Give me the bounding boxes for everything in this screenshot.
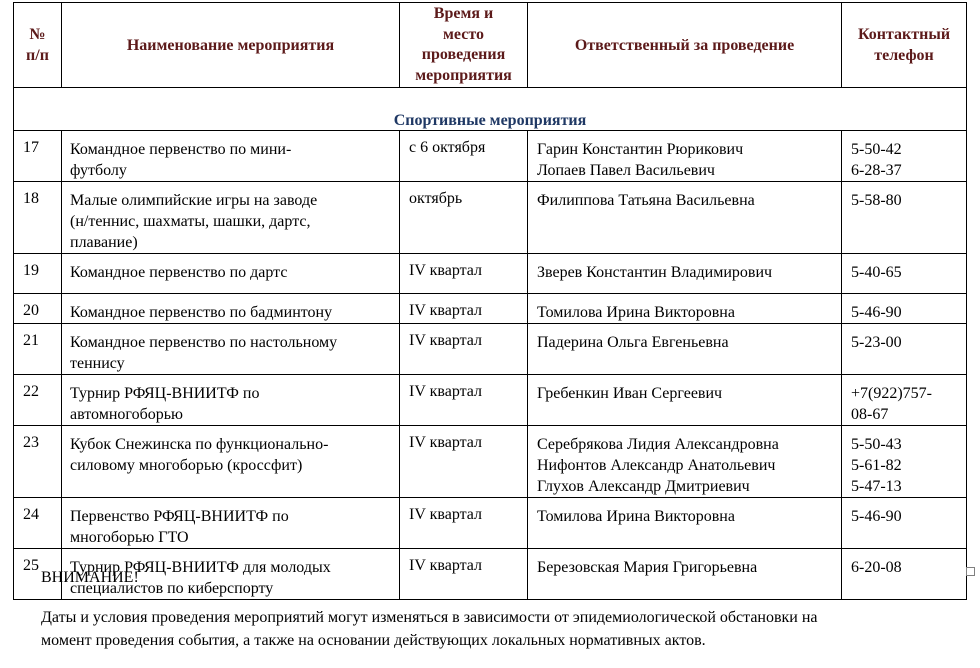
phone-number: 5-40-65 xyxy=(851,264,902,281)
event-name-line: теннису xyxy=(70,355,125,372)
table-resize-handle[interactable] xyxy=(966,567,975,576)
event-when: IV квартал xyxy=(400,294,528,324)
phone-number: 5-58-80 xyxy=(851,192,902,209)
event-responsible xyxy=(528,254,842,294)
row-number: 25 xyxy=(14,549,62,600)
phone-number: 6-20-08 xyxy=(851,559,902,576)
row-number: 18 xyxy=(14,182,62,254)
table-header-row xyxy=(14,3,967,88)
event-phone xyxy=(842,182,967,254)
header-phone xyxy=(842,3,967,88)
table-row xyxy=(14,549,967,600)
responsible-person: Серебрякова Лидия Александровна xyxy=(537,436,779,453)
event-phone xyxy=(842,294,967,324)
table-row xyxy=(14,426,967,498)
section-title xyxy=(14,88,967,131)
responsible-person: Березовская Мария Григорьевна xyxy=(537,559,758,576)
table-row xyxy=(14,254,967,294)
phone-number: 5-46-90 xyxy=(851,508,902,525)
phone-number: 5-47-13 xyxy=(851,478,902,495)
header-when-line: место xyxy=(443,25,484,43)
event-name-line: плавание) xyxy=(70,234,138,251)
event-responsible xyxy=(528,131,842,182)
responsible-person: Гребенкин Иван Сергеевич xyxy=(537,385,723,402)
event-responsible xyxy=(528,324,842,375)
event-when: IV квартал xyxy=(400,324,528,375)
responsible-person: Томилова Ирина Викторовна xyxy=(537,508,735,525)
table-row xyxy=(14,324,967,375)
responsible-person: Гарин Константин Рюрикович xyxy=(537,141,744,158)
header-number xyxy=(14,3,62,88)
event-name xyxy=(62,254,400,294)
row-number: 20 xyxy=(14,294,62,324)
event-name xyxy=(62,324,400,375)
event-name-line: Командное первенство по мини- xyxy=(70,141,292,158)
event-name-line: футболу xyxy=(70,162,127,179)
table-row xyxy=(14,182,967,254)
event-name-line: специалистов по киберспорту xyxy=(70,580,274,597)
header-when xyxy=(400,3,528,88)
header-when-line: мероприятия xyxy=(415,66,512,84)
section-title-text: Спортивные мероприятия xyxy=(393,112,587,129)
event-name xyxy=(62,131,400,182)
event-phone xyxy=(842,498,967,549)
table-row xyxy=(14,498,967,549)
responsible-person: Зверев Константин Владимирович xyxy=(537,264,773,281)
event-responsible xyxy=(528,426,842,498)
phone-number: 5-46-90 xyxy=(851,304,902,321)
note-line: момент проведения события, а также на основании действующих локальных нормативных актов. xyxy=(41,632,706,649)
phone-number: 5-23-00 xyxy=(851,334,902,351)
event-name xyxy=(62,498,400,549)
phone-number: 5-50-42 xyxy=(851,141,902,158)
event-phone xyxy=(842,324,967,375)
row-number: 22 xyxy=(14,375,62,426)
event-name-line: Командное первенство по бадминтону xyxy=(70,304,333,321)
event-when: с 6 октября xyxy=(400,131,528,182)
row-number: 19 xyxy=(14,254,62,294)
event-when: IV квартал xyxy=(400,498,528,549)
event-responsible xyxy=(528,549,842,600)
header-phone-line: Контактный xyxy=(857,26,951,43)
event-name xyxy=(62,426,400,498)
event-name-line: (н/теннис, шахматы, шашки, дартс, xyxy=(70,213,311,230)
event-when: IV квартал xyxy=(400,549,528,600)
header-number-line: п/п xyxy=(26,47,49,64)
event-phone xyxy=(842,131,967,182)
event-name-line: силовому многоборью (кроссфит) xyxy=(70,457,303,474)
responsible-person: Нифонтов Александр Анатольевич xyxy=(537,457,776,474)
event-name xyxy=(62,294,400,324)
event-name-line: Кубок Снежинска по функционально- xyxy=(70,436,329,453)
event-name xyxy=(62,182,400,254)
note-title: ВНИМАНИЕ! xyxy=(41,569,139,586)
note-line: Даты и условия проведения мероприятий могут изменяться в зависимости от эпидемиологической обстановки на xyxy=(41,609,818,626)
event-name-line: Первенство РФЯЦ-ВНИИТФ по xyxy=(70,508,289,525)
event-phone xyxy=(842,426,967,498)
event-responsible xyxy=(528,182,842,254)
section-row xyxy=(14,88,967,131)
row-number: 21 xyxy=(14,324,62,375)
header-when-line: проведения xyxy=(421,46,506,63)
event-phone xyxy=(842,549,967,600)
phone-number: 08-67 xyxy=(851,406,889,423)
row-number: 17 xyxy=(14,131,62,182)
responsible-person: Лопаев Павел Васильевич xyxy=(537,162,715,179)
responsible-person: Томилова Ирина Викторовна xyxy=(537,304,735,321)
event-responsible xyxy=(528,294,842,324)
phone-number: 5-50-43 xyxy=(851,436,902,453)
header-number-line: № xyxy=(29,26,46,43)
event-phone xyxy=(842,254,967,294)
event-name-line: Малые олимпийские игры на заводе xyxy=(70,192,318,209)
row-number: 24 xyxy=(14,498,62,549)
phone-number: +7(922)757- xyxy=(851,385,933,402)
event-when: IV квартал xyxy=(400,426,528,498)
event-when: IV квартал xyxy=(400,375,528,426)
header-name: Наименование мероприятия xyxy=(62,3,400,88)
note-body xyxy=(41,606,961,652)
event-name-line: Турнир РФЯЦ-ВНИИТФ для молодых xyxy=(70,559,331,576)
events-table xyxy=(13,2,967,600)
event-when: IV квартал xyxy=(400,254,528,294)
header-when-line: Время и xyxy=(433,5,494,22)
responsible-person: Падерина Ольга Евгеньевна xyxy=(537,334,729,351)
table-row xyxy=(14,294,967,324)
event-name-line: автомногоборью xyxy=(70,406,183,423)
event-phone xyxy=(842,375,967,426)
event-name-line: Турнир РФЯЦ-ВНИИТФ по xyxy=(70,385,260,402)
event-when: октябрь xyxy=(400,182,528,254)
event-responsible xyxy=(528,375,842,426)
event-name-line: Командное первенство по настольному xyxy=(70,334,338,351)
header-phone-line: телефон xyxy=(874,47,934,64)
row-number: 23 xyxy=(14,426,62,498)
event-name-line: многоборью ГТО xyxy=(70,529,189,546)
responsible-person: Глухов Александр Дмитриевич xyxy=(537,478,750,495)
phone-number: 6-28-37 xyxy=(851,162,902,179)
table-row xyxy=(14,131,967,182)
event-name xyxy=(62,375,400,426)
responsible-person: Филиппова Татьяна Васильевна xyxy=(537,192,755,209)
event-responsible xyxy=(528,498,842,549)
event-name-line: Командное первенство по дартс xyxy=(70,264,288,281)
header-responsible: Ответственный за проведение xyxy=(528,3,842,88)
phone-number: 5-61-82 xyxy=(851,457,902,474)
table-row xyxy=(14,375,967,426)
